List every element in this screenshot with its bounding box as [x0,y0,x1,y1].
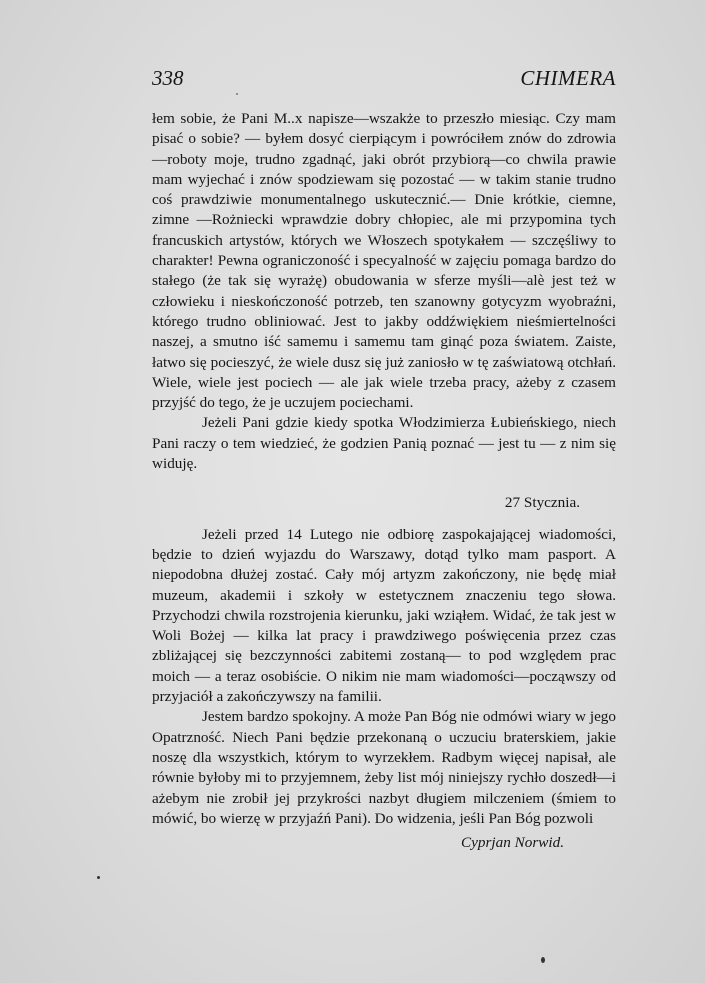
date-line: 27 Stycznia. [504,494,580,512]
letter-text [152,109,616,853]
ink-speck [541,957,545,963]
paragraph-4: Jestem bardzo spokojny. A może Pan Bóg nie odmówi wiary w jego Opatrzność. Niech Pani będzie przekonaną o uczuciu braterskiem, jakie noszę dla wszystkich, którym to wyrzekłem. Radbym więcej napisał, ale równie byłoby mi to przyjemnem, żeby list mój niniejszy rychło doszedł—i ażebym nie zrobił jej przykrości nazbyt długiem milczeniem (śmiem to mówić, bo wierzę w przyjaźń Pani). Do widzenia, jeśli Pan Bóg pozwoli [152,708,616,827]
paragraph-3: Jeżeli przed 14 Lutego nie odbiorę zaspokajającej wiadomości, będzie to dzień wyjazdu do Warszawy, dotąd tylko mam pasport. A niepodobna dłużej zostać. Cały mój artyzm zakończony, nie będę miał muzeum, akademii i szkoły w estetycznem znaczeniu tego słowa. Przychodzi chwila rozstrojenia kierunku, jaki wziąłem. Widać, że tak jest w Woli Bożej — kilka lat pracy i prawdziwego poświęcenia przez czas zbliżającej się bezczynności zabitemi zostaną— to pod względem prac moich — a teraz osobiście. O nikim nie mam wiadomości—począwszy od przyjaciół a zakończywszy na familii. [152,525,616,706]
page-number: 338 [152,66,184,90]
running-header [152,66,616,96]
paragraph-2: Jeżeli Pani gdzie kiedy spotka Włodzimierza Łubieńskiego, niech Pani raczy o tem wiedzieć, że godzien Panią poznać — jest tu — z nim się widuję. [152,414,616,473]
paragraph-1: łem sobie, że Pani M..x napisze—wszakże to przeszło miesiąc. Czy mam pisać o sobie? — byłem dosyć cierpiącym i powróciłem znów do zdrowia—roboty moje, trudno zgadnąć, jaki obrót przybiorą—co chwila prawie mam wyjechać i znów spodziewam się pozostać — w takim stanie trudno coś prawdziwie monumentalnego uskutecznić.— Dnie krótkie, ciemne, zimne —Rożniecki wprawdzie dobry chłopiec, ale mi przypomina tych francuskich artystów, których we Włoszech spotykałem — szczęśliwy to charakter! Pewna ograniczoność i specyalność w zajęciu pomaga bardzo do stałego (że tak się wyrażę) obudowania w sferze myśli—alè jest też w człowieku i nieskończoność potrzeb, ten szanowny gotycyzm wyobraźni, którego trudno obliniować. Jest to jakby oddźwiękiem nieśmiertelności naszej, a smutno iść samemu i samemu tam ginąć poza światem. Zaiste, łatwo się pocieszyć, że wiele dusz się już zaniosło w tę zaświatową otchłań. Wiele, wiele jest pociech — ale jak wiele trzeba pracy, ażeby z czasem przyjść do tego, że je uczujem pociechami. [152,110,616,412]
ink-speck [97,876,100,879]
signature: Cyprjan Norwid. [461,834,564,852]
journal-title: CHIMERA [520,66,616,90]
ink-speck [236,93,238,95]
